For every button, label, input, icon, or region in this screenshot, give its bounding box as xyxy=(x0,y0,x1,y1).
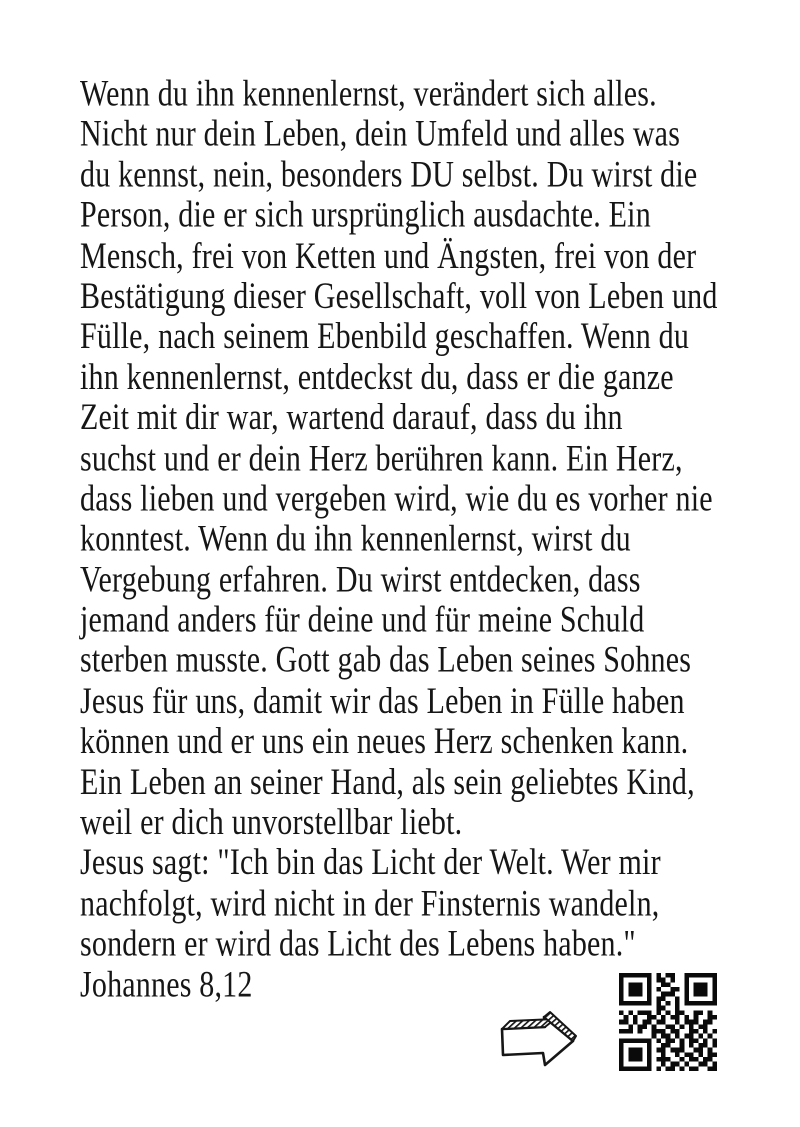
text-line: Nicht nur dein Leben, dein Umfeld und alles was xyxy=(80,113,681,155)
scripture-text xyxy=(80,74,760,1005)
text-line: Bestätigung dieser Gesellschaft, voll von Leben und xyxy=(80,275,718,317)
text-line: jemand anders für deine und für meine Schuld xyxy=(80,599,645,641)
text-line: nachfolgt, wird nicht in der Finsternis wandeln, xyxy=(80,882,660,924)
text-line: Fülle, nach seinem Ebenbild geschaffen. Wenn du xyxy=(80,315,690,357)
qr-code xyxy=(619,973,717,1071)
text-line: du kennst, nein, besonders DU selbst. Du wirst die xyxy=(80,153,698,195)
text-line: sondern er wird das Licht des Lebens haben." xyxy=(80,923,636,965)
text-line: Mensch, frei von Ketten und Ängsten, frei von der xyxy=(80,234,697,276)
text-line: Jesus für uns, damit wir das Leben in Fülle haben xyxy=(80,680,685,722)
arrow-right-svg xyxy=(498,1008,578,1068)
qr-code-svg xyxy=(619,973,717,1071)
text-line: Ein Leben an seiner Hand, als sein geliebtes Kind, xyxy=(80,761,695,803)
text-line: weil er dich unvorstellbar liebt. xyxy=(80,801,463,843)
text-line: Jesus sagt: "Ich bin das Licht der Welt. Wer mir xyxy=(80,842,661,884)
text-line: konntest. Wenn du ihn kennenlernst, wirst du xyxy=(80,518,631,560)
text-line: Person, die er sich ursprünglich ausdachte. Ein xyxy=(80,194,651,236)
text-line: sterben musste. Gott gab das Leben seines Sohnes xyxy=(80,639,692,681)
text-line: Zeit mit dir war, wartend darauf, dass du ihn xyxy=(80,396,623,438)
text-line: suchst und er dein Herz berühren kann. Ein Herz, xyxy=(80,437,683,479)
text-line: Johannes 8,12 xyxy=(80,963,253,1005)
arrow-right-icon xyxy=(498,1008,578,1068)
text-line: Wenn du ihn kennenlernst, verändert sich alles. xyxy=(80,72,657,114)
text-line: Vergebung erfahren. Du wirst entdecken, dass xyxy=(80,558,641,600)
text-line: dass lieben und vergeben wird, wie du es vorher nie xyxy=(80,477,713,519)
text-line: können und er uns ein neues Herz schenken kann. xyxy=(80,720,689,762)
text-line: ihn kennenlernst, entdeckst du, dass er die ganze xyxy=(80,356,674,398)
